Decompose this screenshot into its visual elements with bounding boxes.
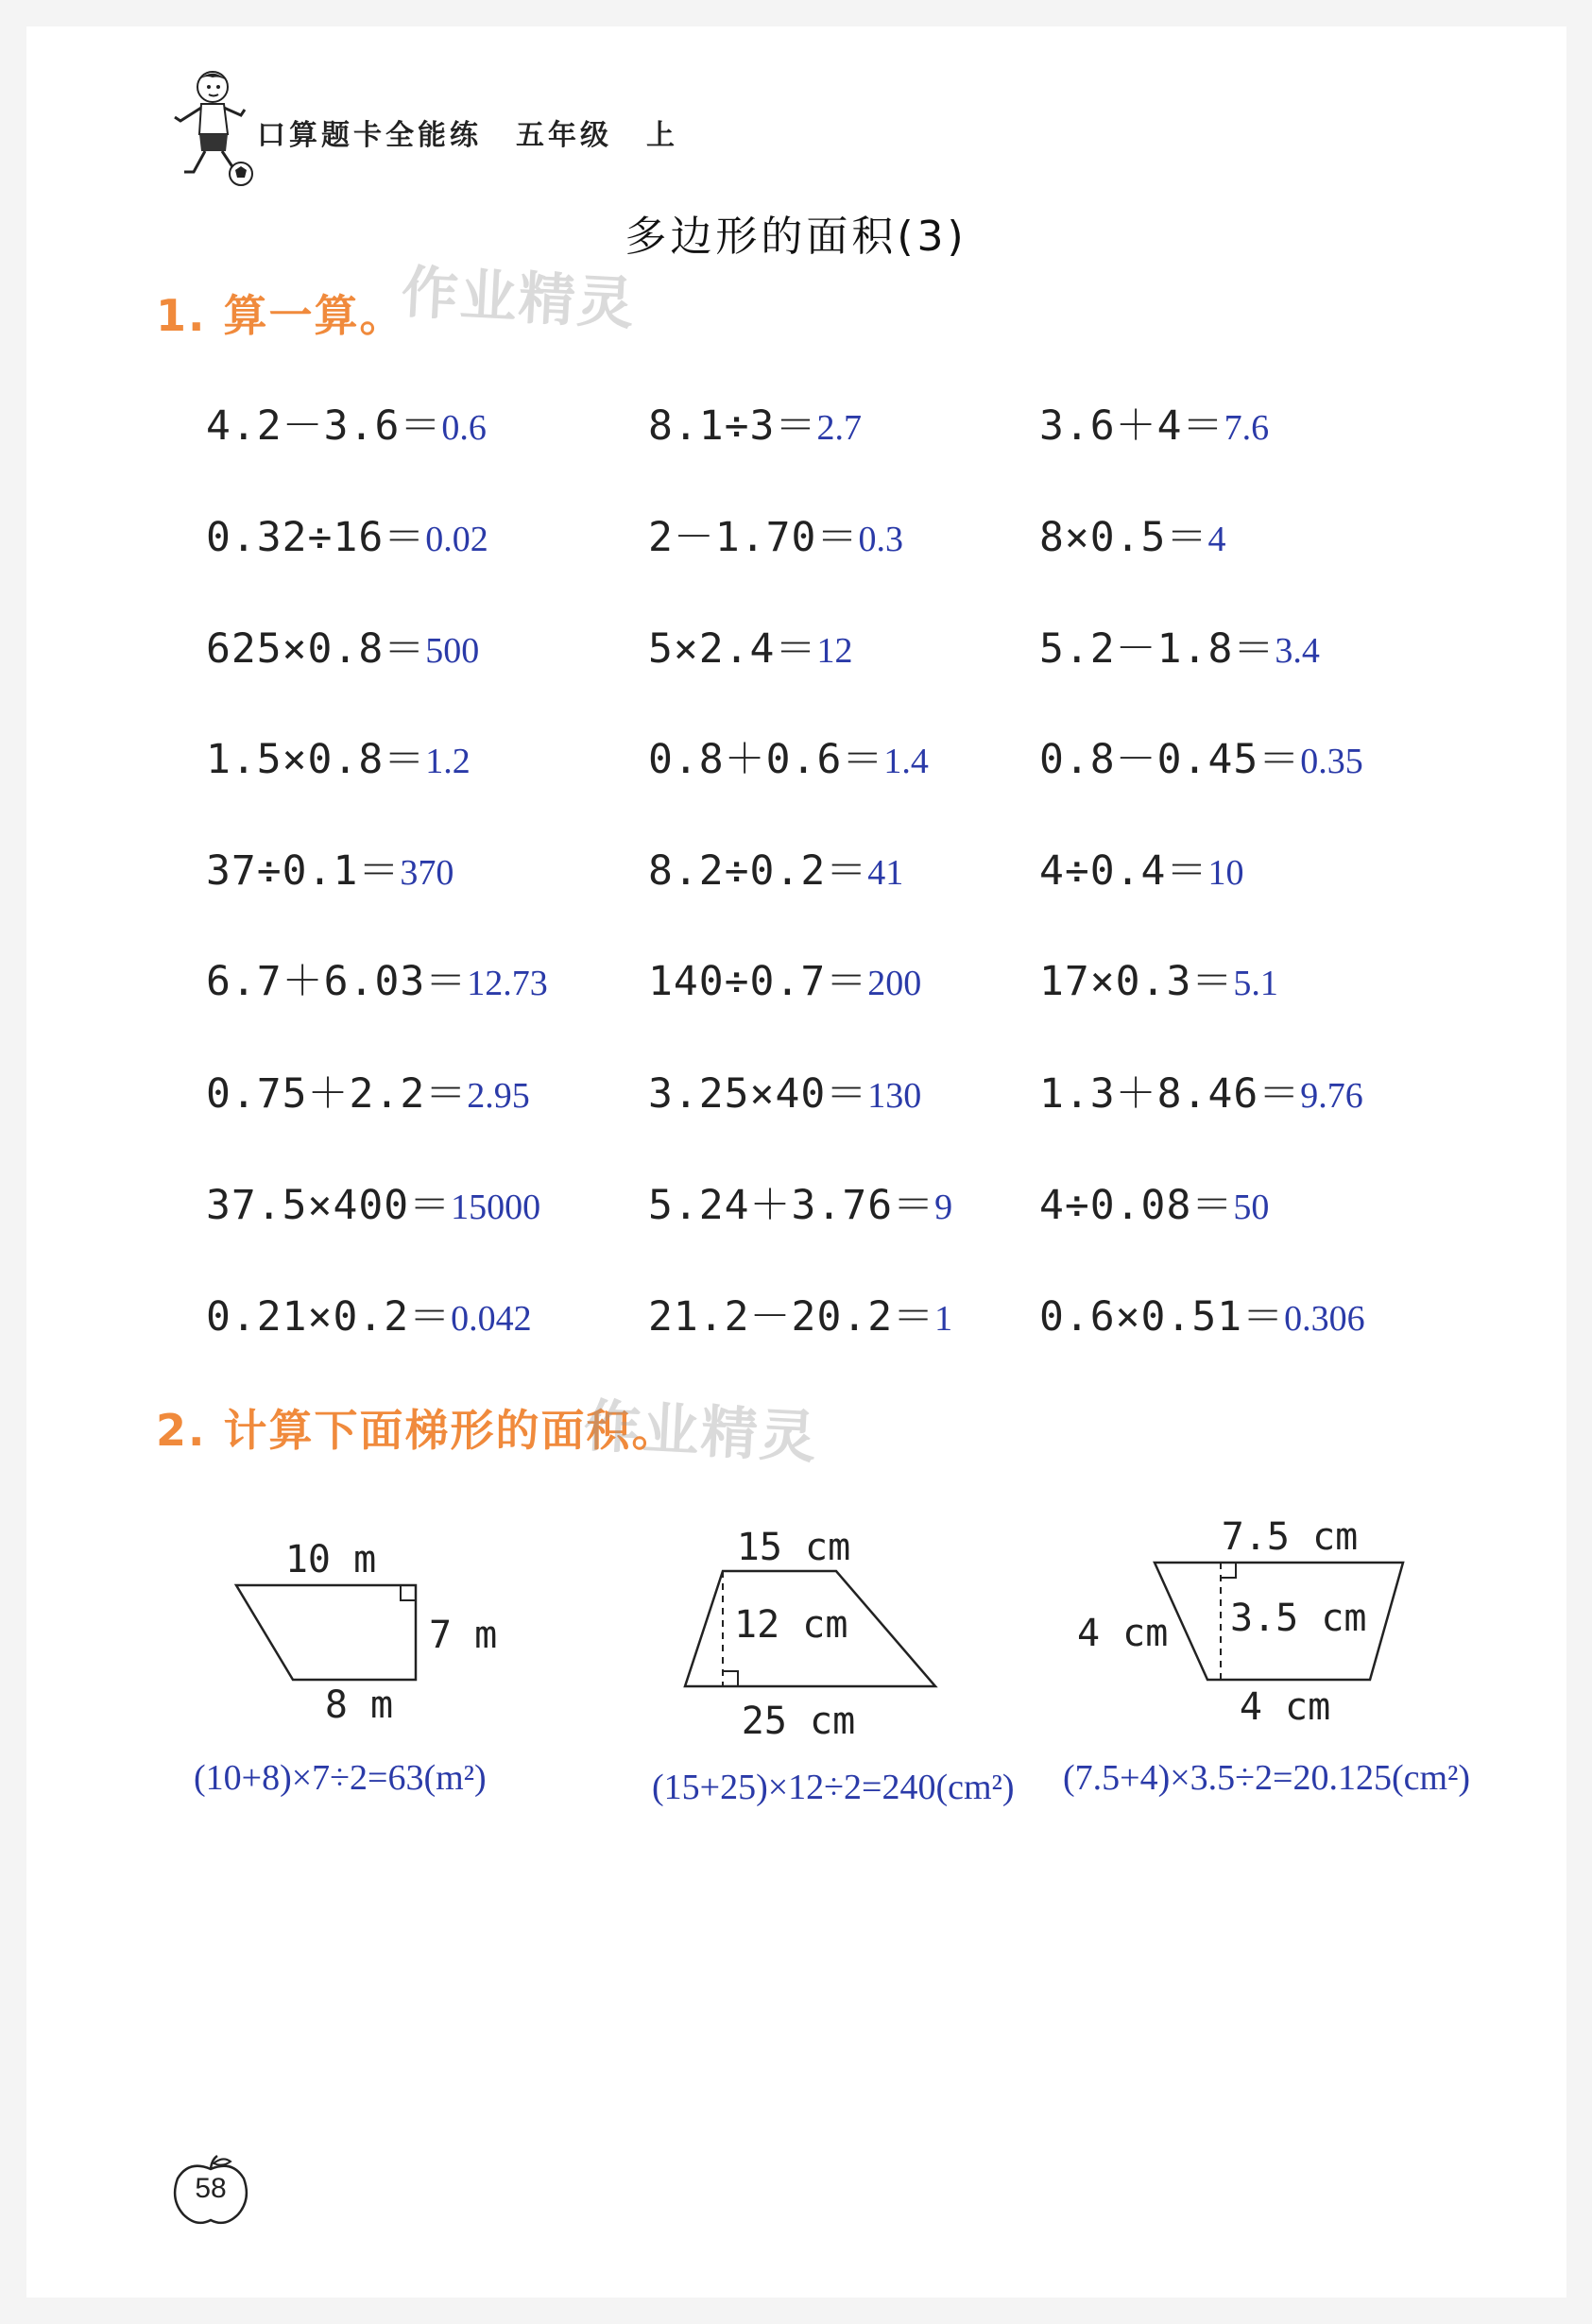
problem-item: [648, 727, 929, 785]
problem-item: [206, 727, 471, 785]
trapezoid-1-formula: (10+8)×7÷2=63(m²): [194, 1758, 487, 1798]
problem-answer: 50: [1233, 1188, 1270, 1227]
problem-question: 5×2.4＝: [648, 625, 817, 673]
problem-answer: 12: [816, 631, 853, 671]
problem-question: 4÷0.4＝: [1039, 847, 1208, 895]
problem-question: 0.32÷16＝: [206, 514, 426, 561]
problem-item: [1039, 617, 1320, 675]
trapezoid-2-bottom-label: 25 cm: [741, 1700, 856, 1743]
problem-question: 1.3＋8.46＝: [1039, 1070, 1301, 1118]
problem-question: 4.2－3.6＝: [206, 402, 442, 450]
problem-question: 8.2÷0.2＝: [648, 847, 868, 895]
page-number: 58: [195, 2173, 227, 2204]
problem-answer: 500: [425, 631, 480, 671]
watermark-1: 作业精灵: [400, 259, 638, 338]
problem-item: [1039, 949, 1278, 1007]
section1-title: 1. 算一算。: [156, 290, 405, 341]
trapezoid-1-top-label: 10 m: [284, 1538, 377, 1581]
problem-answer: 0.02: [425, 520, 488, 559]
problem-answer: 15000: [451, 1188, 541, 1227]
page-title: 多边形的面积(3): [625, 213, 967, 261]
trapezoid-3-height-label: 3.5 cm: [1230, 1597, 1367, 1640]
problem-answer: 130: [867, 1076, 922, 1116]
problem-item: [648, 1285, 952, 1342]
problem-question: 6.7＋6.03＝: [206, 958, 468, 1005]
watermark-2: 作业精灵: [582, 1393, 820, 1472]
problem-answer: 0.3: [858, 520, 903, 559]
problem-item: [206, 394, 487, 452]
problem-item: [1039, 394, 1269, 452]
problem-question: 4÷0.08＝: [1039, 1182, 1234, 1229]
problem-question: 0.6×0.51＝: [1039, 1293, 1285, 1341]
problem-answer: 10: [1207, 853, 1244, 893]
problem-answer: 41: [867, 853, 904, 893]
trapezoid-3-bottom-label: 4 cm: [1239, 1685, 1331, 1729]
problem-item: [206, 949, 548, 1007]
problem-answer: 4: [1207, 520, 1226, 559]
problem-answer: 0.35: [1300, 742, 1363, 781]
problem-question: 1.5×0.8＝: [206, 736, 426, 783]
problem-item: [648, 617, 852, 675]
section2-title: 2. 计算下面梯形的面积。: [156, 1405, 677, 1456]
trapezoid-2-top-label: 15 cm: [736, 1526, 851, 1569]
trapezoid-1-side-label: 7 m: [429, 1614, 498, 1657]
problem-question: 0.8－0.45＝: [1039, 736, 1301, 783]
trapezoid-2-figure: [676, 1516, 959, 1743]
term-label: 上: [646, 119, 678, 152]
problem-question: 625×0.8＝: [206, 625, 426, 673]
problem-answer: 9.76: [1300, 1076, 1363, 1116]
problem-answer: 370: [400, 853, 454, 893]
problem-item: [1039, 1173, 1269, 1231]
problem-answer: 12.73: [467, 964, 548, 1003]
problem-question: 3.25×40＝: [648, 1070, 868, 1118]
problem-item: [1039, 1285, 1365, 1342]
problem-question: 0.75＋2.2＝: [206, 1070, 468, 1118]
problem-answer: 3.4: [1275, 631, 1320, 671]
trapezoid-2-formula: (15+25)×12÷2=240(cm²): [652, 1768, 1015, 1807]
problem-item: [206, 617, 479, 675]
problem-answer: 2.7: [816, 408, 862, 448]
book-title: 口算题卡全能练: [257, 119, 482, 152]
trapezoid-1-bottom-label: 8 m: [324, 1683, 394, 1719]
problem-question: 0.8＋0.6＝: [648, 736, 884, 783]
problem-question: 5.2－1.8＝: [1039, 625, 1275, 673]
problem-item: [1039, 839, 1243, 897]
problem-answer: 9: [934, 1188, 953, 1227]
problem-answer: 7.6: [1224, 408, 1270, 448]
problem-answer: 0.306: [1284, 1299, 1365, 1339]
problem-item: [206, 505, 488, 563]
problem-item: [648, 1173, 952, 1231]
problem-item: [648, 505, 903, 563]
page-number-badge: [170, 2154, 251, 2226]
problem-question: 8.1÷3＝: [648, 402, 817, 450]
problem-answer: 5.1: [1233, 964, 1278, 1003]
problem-item: [648, 1062, 921, 1119]
problem-question: 5.24＋3.76＝: [648, 1182, 935, 1229]
trapezoid-2-height-label: 12 cm: [734, 1603, 848, 1647]
soccer-boy-mascot-icon: [146, 66, 260, 189]
problem-item: [1039, 1062, 1363, 1119]
problem-item: [1039, 505, 1225, 563]
problem-item: [206, 1285, 532, 1342]
trapezoid-3-figure: [1077, 1502, 1427, 1729]
problem-question: 2－1.70＝: [648, 514, 859, 561]
problem-question: 37.5×400＝: [206, 1182, 452, 1229]
problem-answer: 0.6: [441, 408, 487, 448]
book-header: [257, 111, 712, 153]
problem-item: [648, 839, 903, 897]
problem-answer: 1.2: [425, 742, 471, 781]
problem-answer: 0.042: [451, 1299, 532, 1339]
problem-item: [206, 839, 454, 897]
problem-question: 140÷0.7＝: [648, 958, 868, 1005]
problem-question: 17×0.3＝: [1039, 958, 1234, 1005]
problem-answer: 200: [867, 964, 922, 1003]
problem-question: 21.2－20.2＝: [648, 1293, 935, 1341]
trapezoid-3-formula: (7.5+4)×3.5÷2=20.125(cm²): [1063, 1758, 1471, 1798]
trapezoid-3-side-label: 4 cm: [1077, 1612, 1169, 1655]
trapezoid-3-top-label: 7.5 cm: [1221, 1515, 1359, 1559]
problem-item: [648, 949, 921, 1007]
trapezoid-1-figure: [217, 1530, 529, 1719]
grade-label: 五年级: [516, 119, 612, 152]
problem-question: 37÷0.1＝: [206, 847, 401, 895]
problem-item: [206, 1062, 530, 1119]
problem-item: [206, 1173, 540, 1231]
problem-question: 3.6＋4＝: [1039, 402, 1224, 450]
worksheet-page: [26, 26, 1566, 2298]
problem-answer: 2.95: [467, 1076, 530, 1116]
problem-item: [1039, 727, 1363, 785]
problem-answer: 1: [934, 1299, 953, 1339]
problem-question: 0.21×0.2＝: [206, 1293, 452, 1341]
problem-question: 8×0.5＝: [1039, 514, 1208, 561]
problem-item: [648, 394, 862, 452]
problem-answer: 1.4: [883, 742, 929, 781]
